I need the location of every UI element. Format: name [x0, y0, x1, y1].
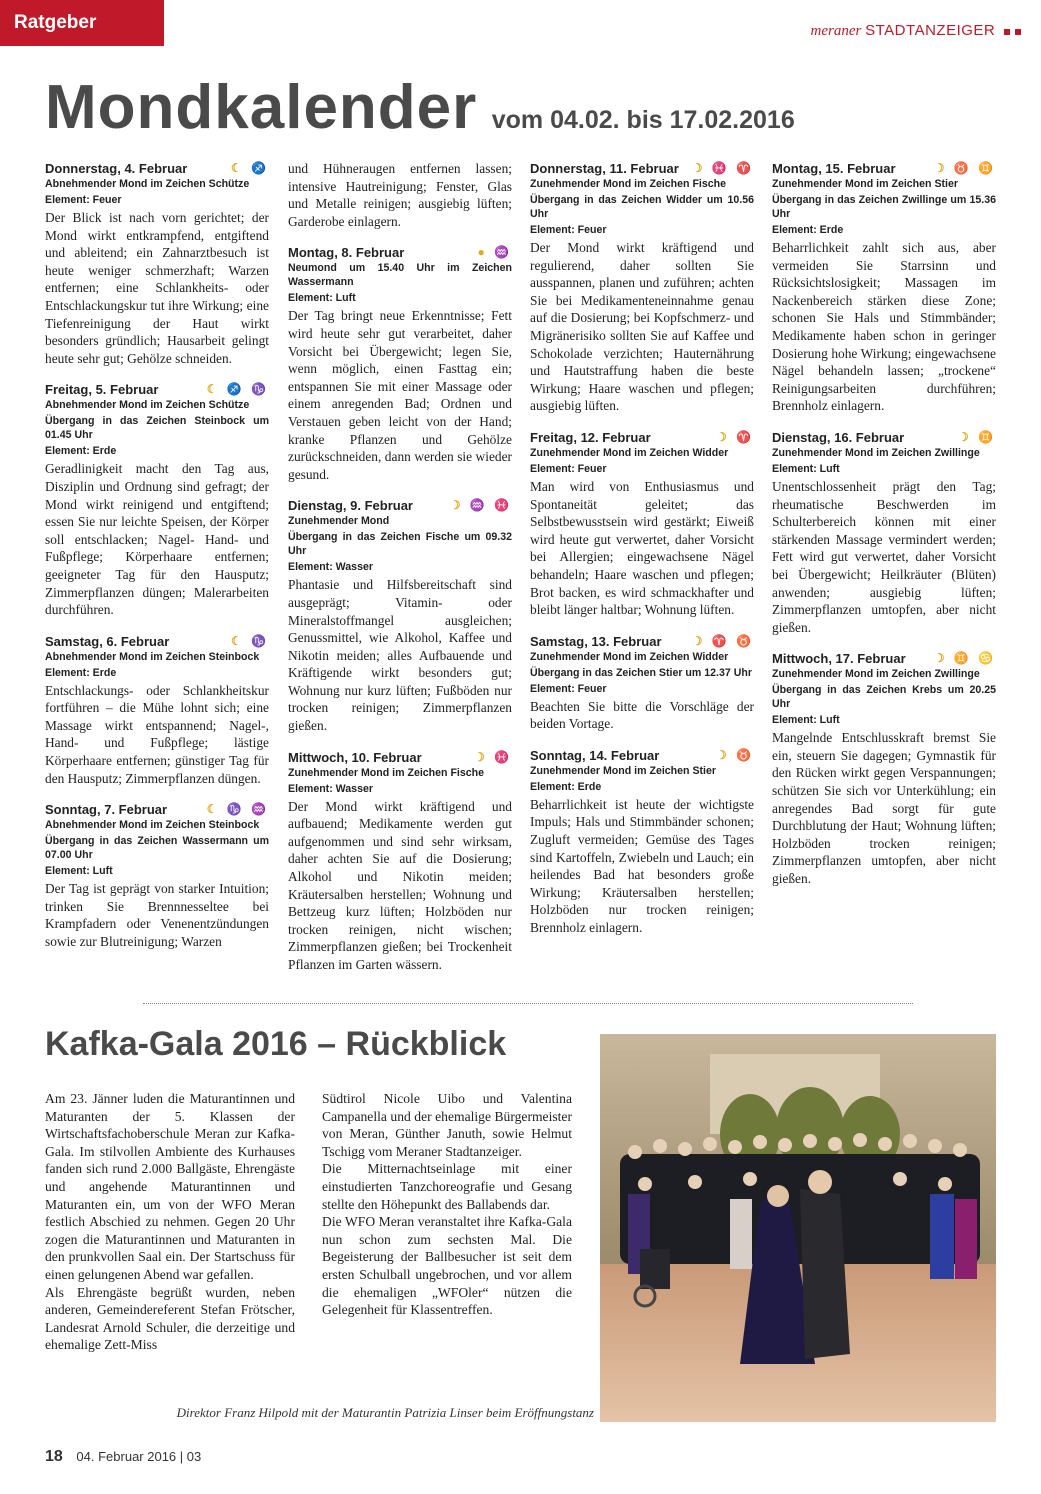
article-column-1 — [45, 1090, 295, 1354]
entry-moon-info: Element: Erde — [530, 780, 602, 793]
entry-text: Beharrlichkeit ist heute der wichtigste Impuls; Hals und Stimmbänder schonen; Zugluft vermeiden; Gemüse des Tages sind Kartoffeln, Zwiebeln und Lauch; ein heilendes Bad hat besonders große Wirkung; Kräutersalben herstellen; Holzböden nur trocken reinigen; Brennholz einlagern. — [530, 796, 754, 936]
entry-moon-info: Abnehmender Mond im Zeichen Steinbock — [45, 819, 260, 832]
entry-date-heading — [530, 633, 754, 650]
entry-date-label: Freitag, 12. Februar — [530, 429, 651, 445]
entry-moon-info: Element: Luft — [288, 292, 356, 305]
entry-moon-info: Übergang in das Zeichen Stier um 12.37 Uhr — [530, 666, 752, 679]
entry-moon-info: Neumond um 15.40 Uhr im Zeichen Wassermann — [288, 262, 512, 289]
entry-text: Der Mond wirkt kräftigend und regulierend, daher sollten Sie ausspannen, planen und zuführen; achten Sie bei Medikamenteneinnahme genau auf die Dosierung; bei Kopfschmerz- und Migränerisiko sollten Sie auf Kaffee und Schokolade verzichten; Hauternährung und Hautstraffung haben die beste Wirkung; Haare waschen und pflegen; ausgiebig lüften. — [530, 240, 754, 414]
entry-date-heading — [288, 749, 512, 766]
entry-moon-info: Element: Luft — [772, 462, 840, 475]
moon-zodiac-icon: ● ♒ — [477, 245, 512, 260]
entry-text: Der Mond wirkt kräftigend und aufbauend; Medikamente werden gut aufgenommen und sind sehr wirksam, daher achten Sie auf die Dosierung; Alkohol und Nikotin meiden; Kräutersalben herstellen; Wohnung und Bettzeug kurz lüften; Holzböden nur trocken reinigen, nicht wischen; Zimmerpflanzen gießen; bei Trockenheit Pflanzen im Garten wässern. — [288, 798, 512, 972]
entry-date-label: Samstag, 6. Februar — [45, 633, 170, 649]
entry-moon-info: Abnehmender Mond im Zeichen Steinbock — [45, 650, 260, 663]
entry-moon-info: Element: Luft — [45, 865, 113, 878]
masthead-brand-caps: STADTANZEIGER — [865, 22, 996, 39]
calendar-entry — [288, 749, 512, 974]
entry-date-label: Dienstag, 9. Februar — [288, 498, 413, 514]
entry-moon-info: Element: Feuer — [530, 224, 607, 236]
entry-date-label: Mittwoch, 10. Februar — [288, 749, 422, 765]
moon-zodiac-icon: ☽ ♈ ♉ — [691, 633, 754, 648]
entry-moon-info: Element: Wasser — [288, 561, 373, 574]
entry-moon-info: Übergang in das Zeichen Wassermann um 07.00 Uhr — [45, 835, 269, 862]
column-4 — [772, 160, 996, 902]
calendar-entry — [288, 160, 512, 230]
calendar-entry — [45, 160, 269, 367]
entry-text: Der Tag bringt neue Erkenntnisse; Fett wird heute sehr gut verarbeitet, daher Vorsicht bei Übergewicht; legen Sie, wenn möglich, einen Fasttag ein; entspannen Sie mit einer Massage oder einem anregenden Bad; Ordnen und Verstauen geben leicht von der Hand; kranke Pflanzen und Gehölze zurückschneiden, dann werden sie wieder gesund. — [288, 308, 512, 482]
entry-moon-info: Element: Feuer — [530, 462, 607, 475]
page-number: 18 — [45, 1448, 63, 1465]
entry-moon-info: Zunehmender Mond im Zeichen Widder — [530, 446, 729, 459]
article-paragraph: Am 23. Jänner luden die Maturantinnen und Maturanten der 5. Klassen der Wirtschaftsfachoberschule Meran zur Kafka-Gala. Im stilvollen Ambiente des Kurhauses fanden sich rund 2.000 Ballgäste, Ehrengäste und angehende Maturantinnen und Maturanten ein, um von der WFO Meran festlich Abschied zu nehmen. Gegen 20 Uhr zogen die Maturantinnen und Maturanten in den prunkvollen Saal ein. Der Startschuss für einen gelungenen Abend war gefallen. — [45, 1091, 295, 1282]
moon-zodiac-icon: ☾ ♐ — [230, 161, 269, 175]
entry-date-heading — [45, 381, 269, 398]
gala-photo-illustration — [600, 1034, 996, 1422]
entry-date-heading — [530, 429, 754, 446]
entry-date-heading — [45, 160, 269, 177]
square-icon — [1004, 29, 1010, 35]
entry-text: Man wird von Enthusiasmus und Spontaneität geleitet; das Selbstbewusstsein wird gestärkt; Eiweiß wird heute gut verwertet, daher Vorsicht bei Allergien; eingewachsene Nägel behandeln; Haare waschen und pflegen; Brot backen, es wird schmackhafter und bleibt länger haltbar; Wohnung lüften. — [530, 478, 754, 618]
entry-date-heading — [45, 801, 269, 818]
entry-moon-info: Übergang in das Zeichen Widder um 10.56 Uhr — [530, 194, 754, 220]
calendar-entry — [45, 633, 269, 788]
entry-text: Geradlinigkeit macht den Tag aus, Disziplin und Ordnung sind gefragt; der Mond wirkt reinigend und entgiftend; essen Sie nur leichte Speisen, der Körper soll entschlacken; Nagel- Hand- und Fußpflege; Körperhaare entfernen; geeigneter Tag für den Hausputz; Zimmerpflanzen düngen; Malerarbeiten durchführen. — [45, 461, 269, 618]
article-column-2 — [322, 1090, 572, 1319]
entry-moon-info: Element: Erde — [772, 224, 844, 236]
entry-date-label: Montag, 8. Februar — [288, 245, 405, 261]
entry-date-label: Samstag, 13. Februar — [530, 633, 662, 649]
section-tag: Ratgeber — [0, 0, 164, 46]
moon-zodiac-icon: ☾ ♑ ♒ — [206, 802, 269, 817]
entry-date-heading — [45, 633, 269, 650]
entry-date-label: Sonntag, 7. Februar — [45, 802, 168, 818]
entry-date-heading — [530, 160, 754, 177]
page-title — [45, 72, 795, 142]
entry-date-label: Freitag, 5. Februar — [45, 382, 159, 398]
entry-moon-info: Element: Feuer — [45, 194, 122, 206]
calendar-entry — [772, 160, 996, 415]
photo-caption: Direktor Franz Hilpold mit der Maturantin Patrizia Linser beim Eröffnungstanz — [176, 1405, 594, 1420]
entry-moon-info: Übergang in das Zeichen Zwillinge um 15.36 Uhr — [772, 194, 996, 220]
calendar-entry — [530, 747, 754, 937]
entry-moon-info: Element: Wasser — [288, 782, 373, 795]
entry-date-heading — [772, 429, 996, 446]
entry-date-heading — [288, 244, 512, 261]
entry-moon-info: Zunehmender Mond — [288, 515, 390, 528]
moon-zodiac-icon: ☽ ♊ ♋ — [933, 651, 996, 666]
entry-date-label: Mittwoch, 17. Februar — [772, 651, 906, 667]
entry-moon-info: Element: Feuer — [530, 682, 607, 695]
entry-text: Mangelnde Entschlusskraft bremst Sie ein, steuern Sie dagegen; Gymnastik für den Rücken wirkt gegen Verspannungen; schützen Sie sich vor Unterkühlung; ein anregendes Bad sorgt für gute Durchblutung der Haut; Wohnung lüften; Holzböden trocken reinigen; Zimmerpflanzen umtopfen, aber nicht gießen. — [772, 730, 996, 887]
calendar-entry — [530, 429, 754, 619]
calendar-entry — [772, 650, 996, 887]
moon-zodiac-icon: ☽ ♉ ♊ — [933, 161, 996, 175]
moon-zodiac-icon: ☽ ♓ — [473, 749, 512, 764]
moon-zodiac-icon: ☽ ♓ ♈ — [691, 161, 754, 175]
masthead-brand-italic: meraner — [810, 23, 862, 39]
entry-date-label: Donnerstag, 4. Februar — [45, 161, 188, 176]
entry-date-label: Dienstag, 16. Februar — [772, 429, 905, 445]
calendar-entry — [530, 160, 754, 415]
entry-moon-info: Zunehmender Mond im Zeichen Widder — [530, 650, 729, 663]
article-title: Kafka-Gala 2016 – Rückblick — [45, 1025, 507, 1063]
moon-zodiac-icon: ☽ ♉ — [715, 747, 754, 762]
entry-moon-info: Element: Erde — [45, 666, 117, 679]
entry-date-label: Donnerstag, 11. Februar — [530, 161, 679, 176]
article-paragraph: Die WFO Meran veranstaltet ihre Kafka-Gala nun schon zum sechsten Mal. Die Begeisterung der Ballbesucher ist seit dem ersten Schulball ungebrochen, und vor allem die ehemaligen „WFOler“ nützen die Gelegenheit für Klassentreffen. — [322, 1214, 572, 1318]
square-icon — [1015, 29, 1021, 35]
title-sub: vom 04.02. bis 17.02.2016 — [491, 106, 795, 134]
entry-moon-info: Element: Luft — [772, 714, 840, 727]
entry-moon-info: Übergang in das Zeichen Krebs um 20.25 Uhr — [772, 684, 996, 711]
masthead-logo — [811, 22, 1021, 40]
issue-date: 04. Februar 2016 | 03 — [76, 1449, 202, 1464]
column-2 — [288, 160, 512, 988]
entry-moon-info: Zunehmender Mond im Zeichen Stier — [530, 764, 717, 777]
entry-moon-info: Element: Erde — [45, 445, 117, 458]
calendar-entry — [288, 497, 512, 734]
entry-date-heading — [772, 160, 996, 177]
calendar-entry — [45, 801, 269, 950]
entry-moon-info: Zunehmender Mond im Zeichen Fische — [288, 766, 485, 779]
calendar-entry — [772, 429, 996, 636]
moon-zodiac-icon: ☾ ♑ — [230, 633, 269, 648]
entry-text: Der Blick ist nach vorn gerichtet; der Mond wirkt entkrampfend, entgiftend und ableitend; ein Zahnarztbesuch ist heute weniger schmerzhaft; Warzen entfernen; eine Schlankheits- oder Entschlackungskur tut ihre Wirkung; eine Tiefenreinigung der Haut wirkt besonders gründlich; Hausarbeit gelingt heute sehr gut; Gehölze schneiden. — [45, 210, 269, 366]
entry-moon-info: Zunehmender Mond im Zeichen Stier — [772, 178, 959, 190]
article-paragraph: Als Ehrengäste begrüßt wurden, neben anderen, Gemeindereferent Stefan Frötscher, Landesrat Arnold Schuler, die derzeitige und ehemalige Zett-Miss — [45, 1284, 295, 1353]
entry-text: Entschlackungs- oder Schlankheitskur fortführen – die Mühe lohnt sich; eine Massage wirkt entspannend; Nagel-, Hand- und Fußpflege; lästige Körperhaare entfernen; günstiger Tag für den Hausputz; Zimmerpflanzen düngen. — [45, 682, 269, 786]
entry-text: und Hühneraugen entfernen lassen; intensive Hautreinigung; Fenster, Glas und Metalle reinigen; ausgiebig lüften; Garderobe einlagern. — [288, 161, 512, 229]
entry-date-heading — [772, 650, 996, 667]
page-footer — [45, 1448, 201, 1466]
entry-date-heading — [530, 747, 754, 764]
entry-moon-info: Übergang in das Zeichen Fische um 09.32 Uhr — [288, 531, 512, 558]
entry-text: Unentschlossenheit prägt den Tag; rheumatische Beschwerden im Schulterbereich können mit einer stärkenden Massage vermindert werden; Fett wird gut verwertet, daher Vorsicht bei Übergewicht; Heilkräuter (Blüten) anwenden; ausgiebig lüften; Zimmerpflanzen umtopfen, aber nicht gießen. — [772, 478, 996, 635]
entry-moon-info: Übergang in das Zeichen Steinbock um 01.45 Uhr — [45, 415, 269, 442]
moon-zodiac-icon: ☽ ♈ — [715, 429, 754, 444]
calendar-entry — [530, 633, 754, 733]
entry-moon-info: Abnehmender Mond im Zeichen Schütze — [45, 178, 250, 190]
entry-moon-info: Zunehmender Mond im Zeichen Fische — [530, 178, 727, 190]
entry-moon-info: Abnehmender Mond im Zeichen Schütze — [45, 399, 250, 412]
entry-text: Der Tag ist geprägt von starker Intuition; trinken Sie Brennnesseltee bei Krampfadern oder Venenentzündungen sowie zur Blutreinigung; Warzen — [45, 881, 269, 950]
entry-moon-info: Zunehmender Mond im Zeichen Zwillinge — [772, 668, 980, 681]
gala-photo — [600, 1034, 996, 1422]
article-paragraph: Die Mitternachtseinlage mit einer einstudierten Tanzchoreografie und Gesang stellte den Höhepunkt des Ballabends dar. — [322, 1161, 572, 1212]
moon-zodiac-icon: ☾ ♐ ♑ — [206, 382, 269, 397]
calendar-entry — [288, 244, 512, 483]
section-divider — [143, 1003, 913, 1004]
column-1 — [45, 160, 269, 965]
entry-text: Beachten Sie bitte die Vorschläge der beiden Vortage. — [530, 698, 754, 732]
entry-date-label: Montag, 15. Februar — [772, 161, 896, 176]
article-paragraph: Südtirol Nicole Uibo und Valentina Campanella und der ehemalige Bürgermeister von Meran, Günther Januth, sowie Helmut Tschigg vom Meraner Stadtanzeiger. — [322, 1091, 572, 1159]
moon-zodiac-icon: ☽ ♊ — [957, 429, 996, 444]
entry-text: Beharrlichkeit zahlt sich aus, aber vermeiden Sie Starrsinn und Rücksichtslosigkeit; Massagen im Nackenbereich stärken diese Zone; schonen Sie Hals und Stimmbänder; Medikamente haben schon in geringer Dosierung hohe Wirkung; eingewachsene Nägel behandeln lassen; „trockene“ Reinigungsarbeiten durchführen; Brennholz einlagern. — [772, 240, 996, 414]
column-3 — [530, 160, 754, 951]
moon-zodiac-icon: ☽ ♒ ♓ — [449, 498, 512, 513]
entry-date-heading — [288, 497, 512, 514]
title-main: Mondkalender — [45, 73, 478, 142]
calendar-entry — [45, 381, 269, 618]
entry-date-label: Sonntag, 14. Februar — [530, 747, 660, 763]
entry-moon-info: Zunehmender Mond im Zeichen Zwillinge — [772, 446, 980, 459]
entry-text: Phantasie und Hilfsbereitschaft sind ausgeprägt; Vitamin- oder Mineralstoffmangel ausgleichen; Genussmittel, wie Alkohol, Kaffee und Nikotin meiden; alles Aufbauende und Kräftigende wirkt besonders gut; Wohnung nur kurz lüften; Fußböden nur trocken reinigen; Zimmerpflanzen gießen. — [288, 577, 512, 734]
